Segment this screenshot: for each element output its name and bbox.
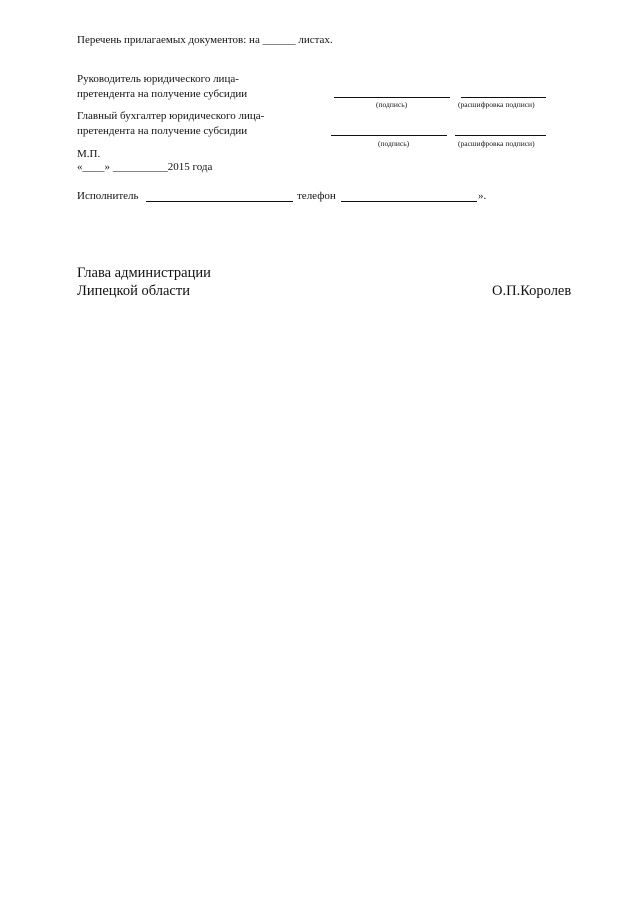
documents-list-prefix: Перечень прилагаемых документов: на: [77, 34, 260, 46]
stamp-date: «____» __________2015 года: [77, 161, 213, 173]
accountant-signature-line: [331, 135, 447, 136]
phone-line: [341, 201, 477, 202]
accountant-decoding-caption: (расшифровка подписи): [458, 139, 535, 148]
head-decoding-line: [461, 97, 546, 98]
stamp-mark: М.П.: [77, 148, 101, 160]
head-title-line2: претендента на получение субсидии: [77, 88, 248, 100]
official-title-line1: Глава администрации: [77, 265, 211, 281]
head-signature-line: [334, 97, 450, 98]
accountant-decoding-line: [455, 135, 546, 136]
executor-label: Исполнитель: [77, 190, 139, 202]
executor-closing: ».: [478, 190, 487, 202]
executor-name-line: [146, 201, 293, 202]
official-title-line2: Липецкой области: [77, 283, 190, 299]
head-signature-caption: (подпись): [376, 100, 408, 109]
documents-list-line: [77, 34, 333, 47]
accountant-title-line2: претендента на получение субсидии: [77, 125, 248, 137]
head-title-line1: Руководитель юридического лица-: [77, 73, 239, 85]
documents-list-suffix: листах.: [298, 34, 333, 46]
accountant-title-line1: Главный бухгалтер юридического лица-: [77, 110, 265, 122]
head-decoding-caption: (расшифровка подписи): [458, 100, 535, 109]
official-name: О.П.Королев: [492, 283, 572, 299]
phone-label: телефон: [297, 190, 336, 202]
accountant-signature-caption: (подпись): [378, 139, 410, 148]
documents-list-blank: ______: [262, 34, 296, 46]
